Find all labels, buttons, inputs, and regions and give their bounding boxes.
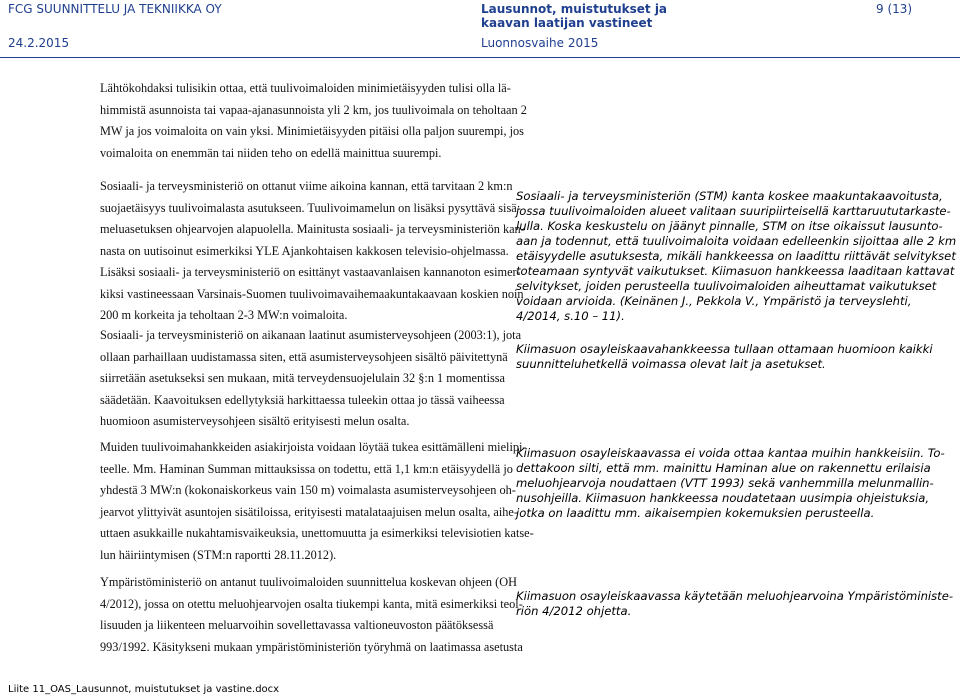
footer-filename: Liite 11_OAS_Lausunnot, muistutukset ja vastine.docx <box>8 684 280 695</box>
page-number: 9 (13) <box>876 2 913 16</box>
response-2 <box>516 189 956 324</box>
scanned-excerpt-5 <box>100 572 523 658</box>
scan-line: suojaetäisyys tuulivoimalasta asutukseen. Tuulivoimamelun on lisäksi pysyttävä sisä- <box>100 200 521 215</box>
response-line: aan ja todennut, että tuulivoimaloita voidaan edelleenkin sijoittaa alle 2 km <box>516 234 957 248</box>
scan-line: Lisäksi sosiaali- ja terveysministeriö on esittänyt vastaavanlaisen kannanoton esimer- <box>100 265 521 279</box>
scan-line: meluasetuksen ohjearvojen alapuolella. Mainitusta sosiaali- ja terveysministeriön kan- <box>100 222 525 236</box>
scan-line: himmistä asunnoista tai vapaa-ajanasunnoista yli 2 km, jos tuulivoimala on teholtaan 2 <box>100 102 527 117</box>
response-line: selvitykset, joiden perusteella tuulivoimaloiden aiheuttamat vaikutukset <box>516 279 937 293</box>
response-line: voidaan arvioida. (Keinänen J., Pekkola V., Ympäristö ja terveyslehti, <box>516 294 912 308</box>
response-line: Kiimasuon osayleiskaavassa ei voida ottaa kantaa muihin hankkeisiin. To- <box>516 446 945 460</box>
response-line: Kiimasuon osayleiskaavahankkeessa tullaan ottamaan huomioon kaikki <box>516 342 933 356</box>
document-stage: Luonnosvaihe 2015 <box>481 36 599 50</box>
response-line: jotka on laadittu mm. aikaisempien kokemuksien perusteella. <box>516 506 875 520</box>
response-line: nusohjeilla. Kiimasuon hankkeessa noudatetaan uusimpia ohjeistuksia, <box>516 491 930 505</box>
scan-line: MW ja jos voimaloita on vain yksi. Minimietäisyyden pitäisi olla paljon suurempi, jos <box>100 124 524 138</box>
scanned-excerpt-4 <box>100 437 534 566</box>
scan-line: Sosiaali- ja terveysministeriö on aikanaan laatinut asumisterveysohjeen (2003:1), jota <box>100 328 522 342</box>
document-title-line2: kaavan laatijan vastineet <box>481 16 653 30</box>
scan-line: lisuuden ja liikenteen meluarvoihin sovellettavassa valtioneuvoston päätöksessä <box>100 618 494 632</box>
scan-line: Ympäristöministeriö on antanut tuulivoimaloiden suunnittelua koskevan ohjeen (OH <box>100 575 517 589</box>
response-5 <box>516 589 956 619</box>
scanned-excerpt-3 <box>100 325 522 433</box>
scan-line: kiksi vastineessaan Varsinais-Suomen tuulivoimavaihemaakuntakaavaan koskien noin <box>100 286 524 301</box>
scan-line: yhdestä 3 MW:n (kokonaiskorkeus vain 150 m) voimalasta asumisterveysohjeen oh- <box>100 483 516 497</box>
scan-line: Muiden tuulivoimahankkeiden asiakirjoista voidaan löytää tukea esittämälleni mielipi- <box>100 440 527 454</box>
scan-line: siirretään asetukseksi sen mukaan, mitä terveydensuojelulain 32 §:n 1 momentissa <box>100 371 506 385</box>
response-line: meluohjearvoja noudattaen (VTT 1993) sekä vanhemmilla melunmallin- <box>516 476 934 490</box>
response-line: 4/2014, s.10 – 11). <box>516 309 625 323</box>
org-name: FCG SUUNNITTELU JA TEKNIIKKA OY <box>8 2 222 16</box>
scanned-excerpt-1 <box>100 78 527 164</box>
scan-line: säädetään. Kaavoituksen edellytyksiä harkittaessa tuleekin ottaa jo tässä vaiheessa <box>100 392 505 407</box>
scan-line: 200 m korkeita ja teholtaan 2-3 MW:n voimaloita. <box>100 308 348 322</box>
response-line: etäisyydelle asutuksesta, mikäli hankkeessa on laadittu riittävät selvitykset <box>516 249 956 263</box>
scan-line: ollaan parhaillaan uudistamassa siten, että asumisterveysohjeen sisältö päivitettynä <box>100 349 508 364</box>
scan-line: uttaen asukkaille nukahtamisvaikeuksia, unettomuutta ja esimerkiksi televisiotien katse- <box>100 526 534 540</box>
document-date: 24.2.2015 <box>8 36 70 50</box>
scan-line: 4/2012), jossa on otettu meluohjearvojen osalta tiukempi kanta, mitä esimerkiksi teol- <box>100 596 523 611</box>
header-divider <box>0 57 960 58</box>
scan-line: Sosiaali- ja terveysministeriö on ottanut viime aikoina kannan, että tarvitaan 2 km:n <box>100 179 513 193</box>
scan-line: 993/1992. Käsitykseni mukaan ympäristöministeriön työryhmä on laatimassa asetusta <box>100 639 523 654</box>
scan-line: voimaloita on enemmän tai niiden teho on edellä mainittua suurempi. <box>100 145 442 160</box>
scan-line: huomioon asumisterveysohjeen sisältö erityisesti melun osalta. <box>100 414 410 428</box>
scan-line: Lähtökohdaksi tulisikin ottaa, että tuulivoimaloiden minimietäisyyden tulisi olla lä- <box>100 81 511 95</box>
scan-line: nasta on uutisoinut esimerkiksi YLE Ajankohtaisen kakkosen televisio-ohjelmassa. <box>100 243 509 258</box>
response-line: suunnitteluhetkellä voimassa olevat lait ja asetukset. <box>516 357 826 371</box>
response-line: dettakoon silti, että mm. mainittu Haminan alue on rakennettu erilaisia <box>516 461 931 475</box>
response-4 <box>516 446 956 521</box>
response-line: jossa tuulivoimaloiden alueet valitaan suuripiirteisellä karttaruututarkaste- <box>516 204 951 218</box>
response-3 <box>516 342 956 372</box>
response-line: riön 4/2012 ohjetta. <box>516 604 632 618</box>
response-line: Kiimasuon osayleiskaavassa käytetään meluohjearvoina Ympäristöministe- <box>516 589 954 603</box>
scanned-excerpt-2 <box>100 176 525 327</box>
document-title-line1: Lausunnot, muistutukset ja <box>481 2 668 16</box>
response-line: toteamaan syntyvät vaikutukset. Kiimasuon hankkeessa laaditaan kattavat <box>516 264 955 278</box>
response-line: lulla. Koska keskustelu on jäänyt pinnalle, STM on itse oikaissut lausunto- <box>516 219 943 233</box>
scan-line: teelle. Mm. Haminan Summan mittauksissa on todettu, että 1,1 km:n etäisyydellä jo <box>100 461 513 476</box>
response-line: Sosiaali- ja terveysministeriön (STM) kanta koskee maakuntakaavoitusta, <box>516 189 943 203</box>
scan-line: lun häiriintymisen (STM:n raportti 28.11.2012). <box>100 547 337 562</box>
scan-line: jearvot ylittyivät asuntojen sisätiloissa, erityisesti matalataajuisen melun osalta, aihe- <box>100 504 518 519</box>
